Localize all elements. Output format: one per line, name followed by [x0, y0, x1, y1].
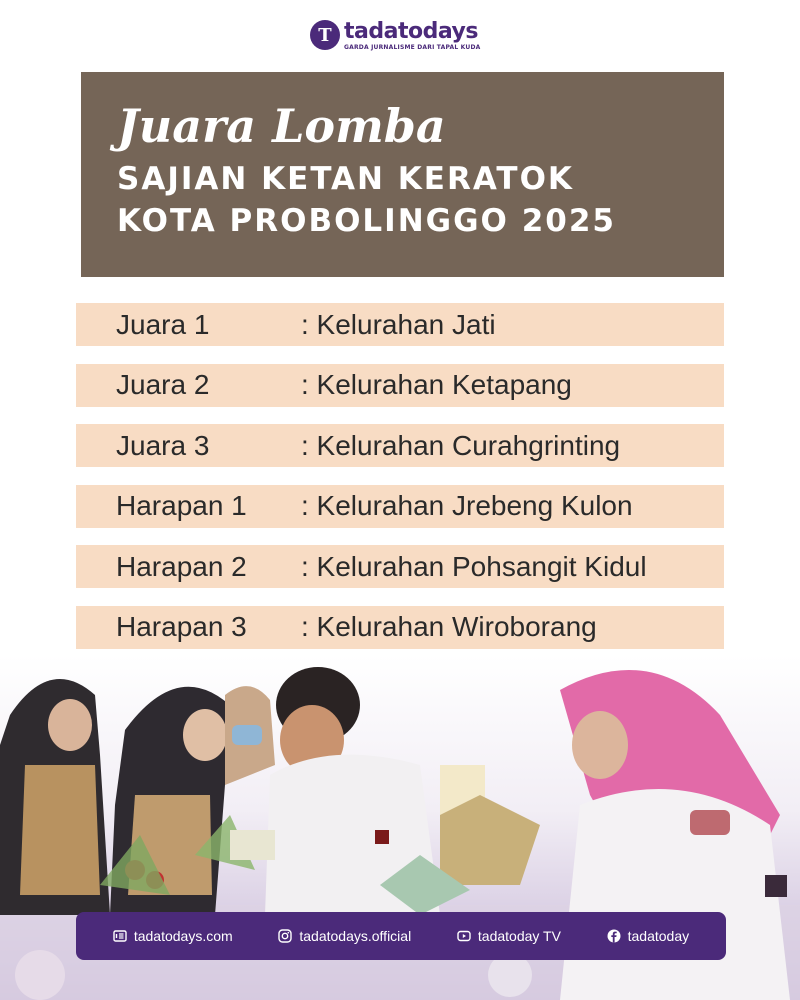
- logo-name: tadatodays: [344, 19, 478, 44]
- winner-row: [76, 303, 724, 346]
- winners-list: [76, 303, 724, 666]
- instagram-icon: [278, 929, 292, 943]
- title-script: Juara Lomba: [117, 99, 446, 153]
- social-bar: [76, 912, 726, 960]
- social-facebook[interactable]: [607, 928, 690, 944]
- title-line-1: SAJIAN KETAN KERATOK: [117, 161, 574, 197]
- winner-name: : Kelurahan Pohsangit Kidul: [301, 550, 647, 582]
- logo-tagline: GARDA JURNALISME DARI TAPAL KUDA: [344, 44, 481, 51]
- youtube-icon: [457, 929, 471, 943]
- winner-row: [76, 606, 724, 649]
- logo-text: [344, 20, 481, 51]
- social-website[interactable]: [113, 928, 233, 944]
- winner-name: : Kelurahan Curahgrinting: [301, 429, 621, 461]
- website-icon: [113, 929, 127, 943]
- winner-rank: Harapan 2: [116, 550, 247, 582]
- winner-name: : Kelurahan Jati: [301, 308, 496, 340]
- social-instagram[interactable]: [278, 928, 411, 944]
- social-youtube[interactable]: [457, 928, 561, 944]
- winner-row: [76, 545, 724, 588]
- winner-rank: Juara 1: [116, 308, 210, 340]
- winner-name: : Kelurahan Wiroborang: [301, 611, 597, 642]
- title-box: [81, 72, 724, 277]
- youtube-label: tadatoday TV: [477, 928, 561, 944]
- title-line-2: KOTA PROBOLINGGO 2025: [117, 203, 616, 239]
- winner-rank: Harapan 3: [116, 611, 247, 642]
- winner-rank: Juara 2: [116, 369, 210, 400]
- winner-rank: Harapan 1: [116, 490, 247, 521]
- facebook-icon: [607, 929, 621, 943]
- winner-rank: Juara 3: [116, 429, 210, 461]
- website-label: tadatodays.com: [133, 928, 233, 944]
- facebook-label: tadatoday: [627, 928, 690, 944]
- instagram-label: tadatodays.official: [299, 928, 412, 944]
- logo-mark-icon: T: [310, 20, 340, 50]
- winner-row: [76, 485, 724, 528]
- winner-name: : Kelurahan Ketapang: [301, 369, 572, 400]
- winner-name: : Kelurahan Jrebeng Kulon: [301, 490, 633, 521]
- winner-row: [76, 364, 724, 407]
- winner-row: [76, 424, 724, 467]
- tadatodays-logo: [310, 20, 495, 56]
